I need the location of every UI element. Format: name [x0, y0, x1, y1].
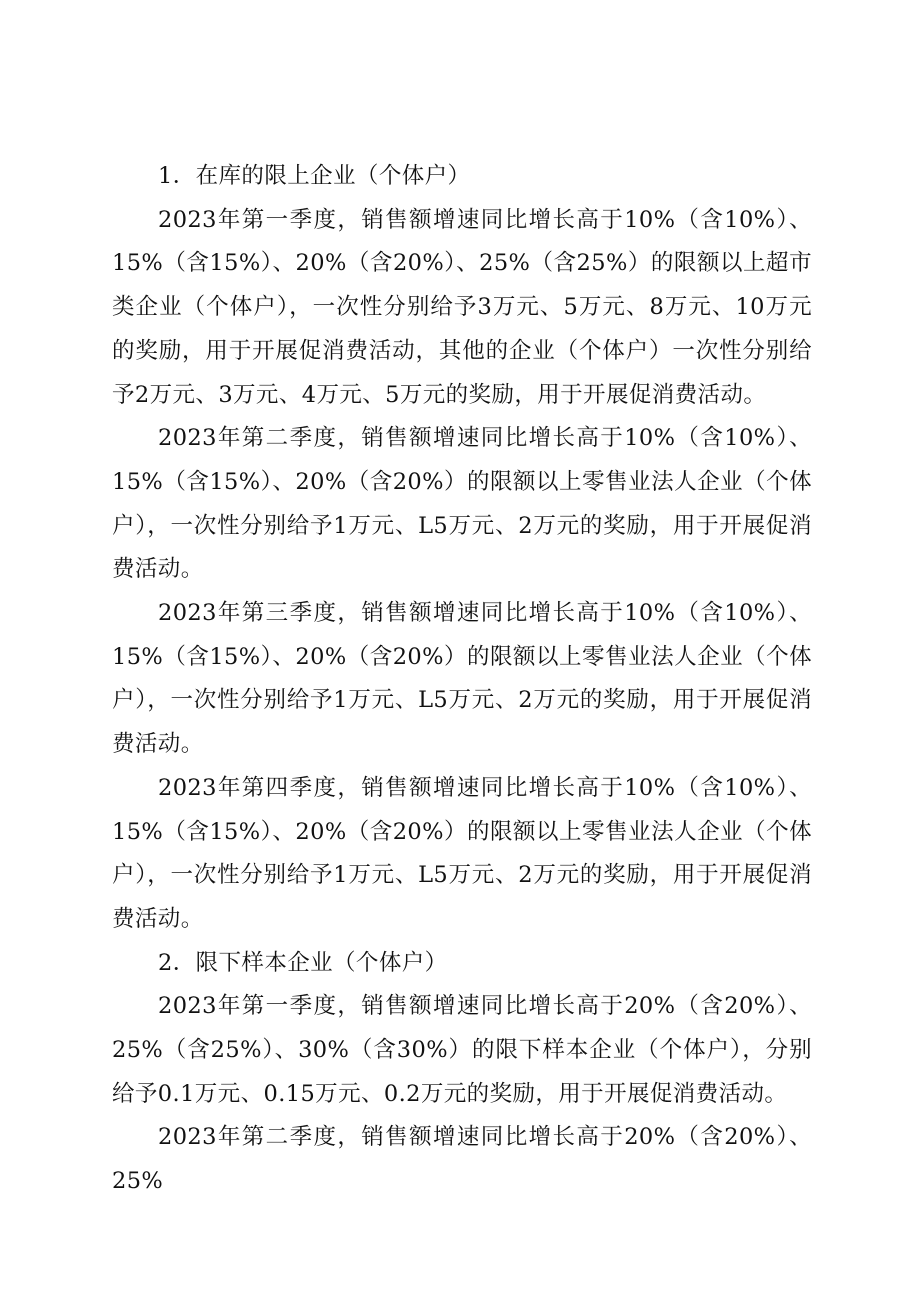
- paragraph-q1-below-limit: 2023年第一季度，销售额增速同比增长高于20%（含20%）、25%（含25%）、30%（含30%）的限下样本企业（个体户），分别给予0.1万元、0.15万元、0.2万元的奖励，用于开展促消费活动。: [112, 993, 812, 1107]
- paragraph-q2-above-limit: 2023年第二季度，销售额增速同比增长高于10%（含10%）、15%（含15%）、20%（含20%）的限额以上零售业法人企业（个体户），一次性分别给予1万元、L5万元、2万元的奖励，用于开展促消费活动。: [112, 425, 812, 583]
- section-heading-1: 1．在库的限上企业（个体户）: [158, 163, 471, 189]
- document-body: [112, 155, 812, 1204]
- paragraph-q4-above-limit: 2023年第四季度，销售额增速同比增长高于10%（含10%）、15%（含15%）、20%（含20%）的限额以上零售业法人企业（个体户），一次性分别给予1万元、L5万元、2万元的奖励，用于开展促消费活动。: [112, 774, 812, 932]
- paragraph-q1-above-limit: 2023年第一季度，销售额增速同比增长高于10%（含10%）、15%（含15%）、20%（含20%）、25%（含25%）的限额以上超市类企业（个体户），一次性分别给予3万元、5万元、8万元、10万元的奖励，用于开展促消费活动，其他的企业（个体户）一次性分别给予2万元、3万元、4万元、5万元的奖励，用于开展促消费活动。: [112, 206, 812, 408]
- paragraph-q2-below-limit: 2023年第二季度，销售额增速同比增长高于20%（含20%）、25%: [112, 1124, 812, 1195]
- paragraph-q3-above-limit: 2023年第三季度，销售额增速同比增长高于10%（含10%）、15%（含15%）、20%（含20%）的限额以上零售业法人企业（个体户），一次性分别给予1万元、L5万元、2万元的奖励，用于开展促消费活动。: [112, 600, 812, 758]
- section-heading-2: 2．限下样本企业（个体户）: [158, 949, 448, 976]
